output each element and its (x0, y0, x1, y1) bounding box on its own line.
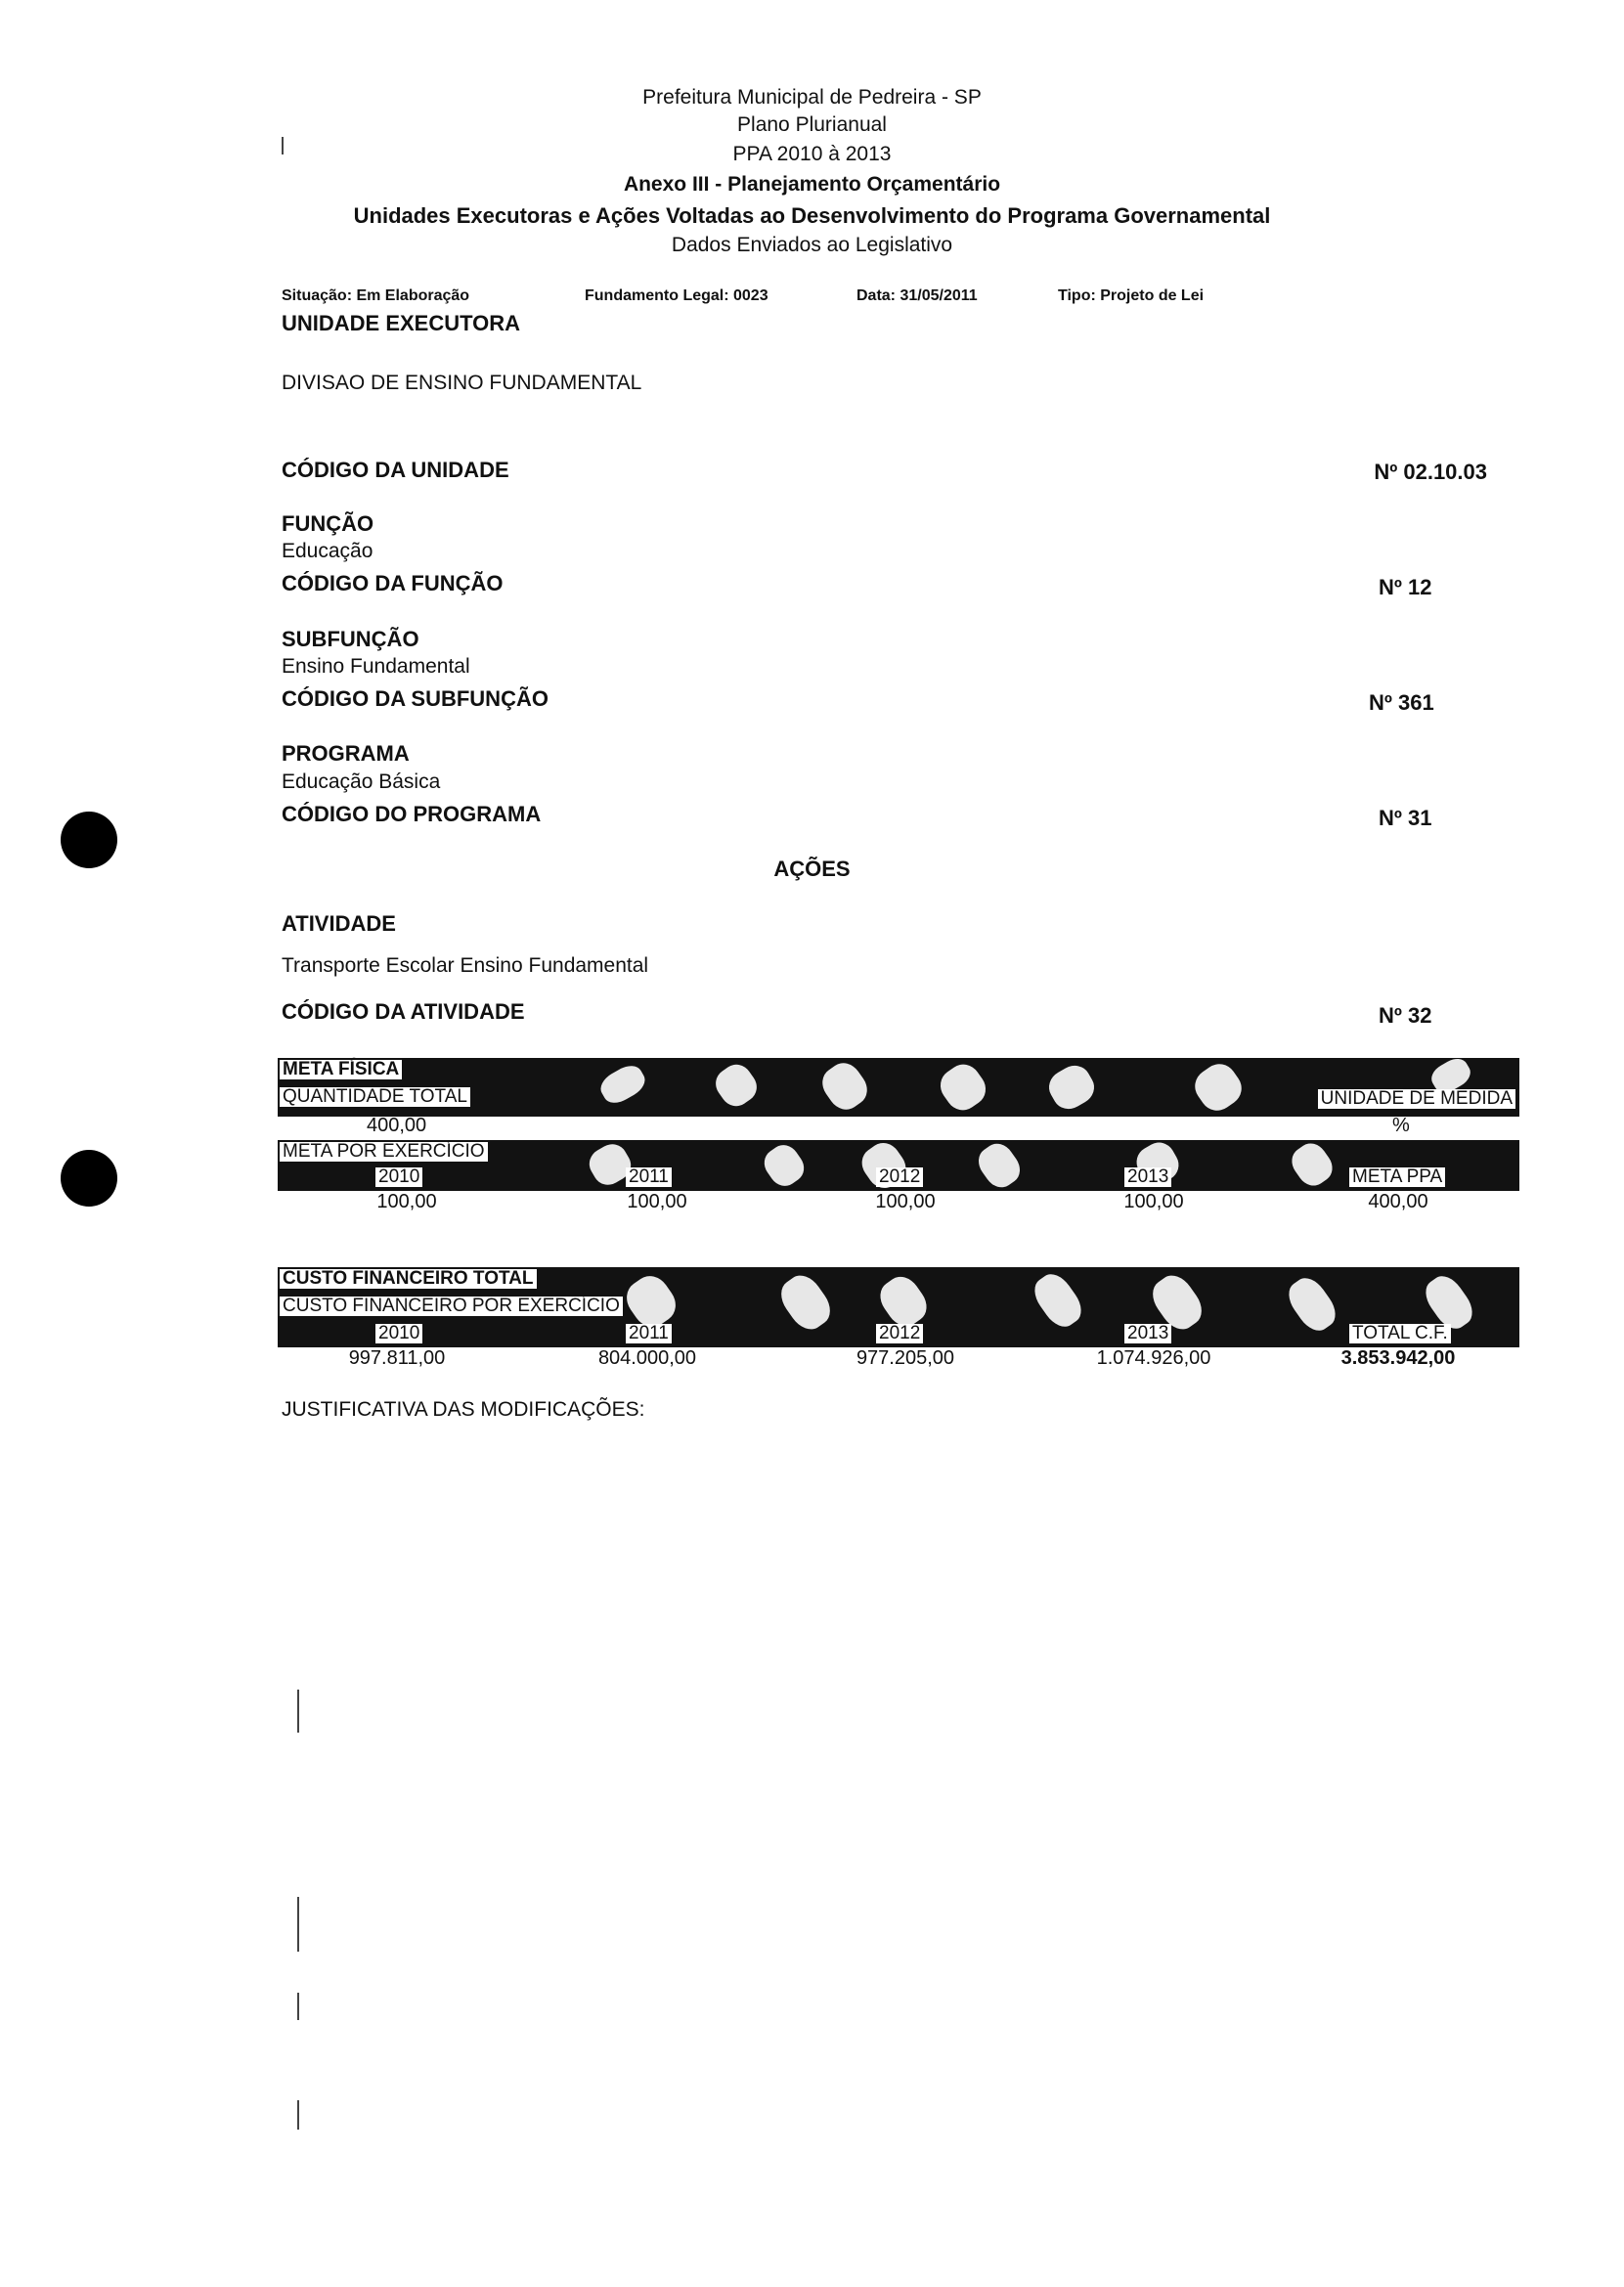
quantidade-total-label: QUANTIDADE TOTAL (280, 1087, 470, 1107)
scan-mark (297, 1993, 299, 2020)
custo-year-2012: 2012 (876, 1324, 923, 1343)
subfuncao-code-label: CÓDIGO DA SUBFUNÇÃO (282, 686, 549, 711)
custo-value-2012: 977.205,00 (856, 1347, 955, 1369)
meta-situacao: Situação: Em Elaboração (282, 287, 470, 304)
meta-ppa-label: META PPA (1349, 1167, 1445, 1187)
atividade-name: Transporte Escolar Ensino Fundamental (282, 954, 649, 977)
quantidade-total-value: 400,00 (367, 1115, 427, 1136)
meta-tipo: Tipo: Projeto de Lei (1058, 287, 1205, 304)
meta-data: Data: 31/05/2011 (856, 287, 978, 304)
custo-total-value: 3.853.942,00 (1340, 1347, 1456, 1369)
funcao-code-label: CÓDIGO DA FUNÇÃO (282, 571, 504, 595)
custo-year-2013: 2013 (1124, 1324, 1171, 1343)
punch-hole-bottom (61, 1150, 117, 1207)
meta-fisica-bar (278, 1058, 1519, 1117)
meta-year-2012: 2012 (876, 1167, 923, 1187)
header-line-5: Unidades Executoras e Ações Voltadas ao Desenvolvimento do Programa Governamental (353, 203, 1271, 228)
header-line-1: Prefeitura Municipal de Pedreira - SP (642, 86, 982, 109)
meta-fisica-title: META FÍSICA (280, 1060, 402, 1079)
meta-value-2013: 100,00 (1123, 1191, 1184, 1212)
meta-ppa-value: 400,00 (1368, 1191, 1428, 1212)
programa-code-label: CÓDIGO DO PROGRAMA (282, 802, 542, 826)
acoes-heading: AÇÕES (773, 857, 851, 881)
programa-code: Nº 31 (1379, 806, 1432, 830)
meta-year-2011: 2011 (626, 1167, 672, 1187)
custo-total-label: TOTAL C.F. (1349, 1324, 1451, 1343)
meta-value-2010: 100,00 (376, 1191, 437, 1212)
funcao-name: Educação (282, 540, 373, 562)
meta-fundamento: Fundamento Legal: 0023 (585, 287, 768, 304)
custo-title: CUSTO FINANCEIRO TOTAL (280, 1269, 537, 1289)
meta-exercicio-bar (278, 1140, 1519, 1191)
custo-subtitle: CUSTO FINANCEIRO POR EXERCÍCIO (280, 1297, 623, 1316)
custo-bar (278, 1267, 1519, 1347)
meta-exercicio-title: META POR EXERCÍCIO (280, 1142, 488, 1162)
programa-heading: PROGRAMA (282, 741, 410, 766)
funcao-code: Nº 12 (1379, 575, 1432, 599)
custo-value-2013: 1.074.926,00 (1096, 1347, 1211, 1369)
meta-value-2011: 100,00 (627, 1191, 687, 1212)
programa-name: Educação Básica (282, 770, 441, 793)
custo-value-2011: 804.000,00 (597, 1347, 697, 1369)
unidade-medida-label: UNIDADE DE MEDIDA (1318, 1089, 1515, 1109)
custo-year-2011: 2011 (626, 1324, 672, 1343)
subfuncao-code: Nº 361 (1369, 690, 1434, 715)
atividade-heading: ATIVIDADE (282, 911, 396, 936)
header-line-2: Plano Plurianual (737, 113, 887, 136)
header-line-3: PPA 2010 à 2013 (732, 143, 892, 165)
atividade-code: Nº 32 (1379, 1003, 1432, 1028)
meta-value-2012: 100,00 (875, 1191, 936, 1212)
unidade-name: DIVISAO DE ENSINO FUNDAMENTAL (282, 372, 642, 394)
header-line-4: Anexo III - Planejamento Orçamentário (623, 173, 1001, 196)
meta-year-2010: 2010 (375, 1167, 422, 1187)
atividade-code-label: CÓDIGO DA ATIVIDADE (282, 999, 525, 1024)
custo-year-2010: 2010 (375, 1324, 422, 1343)
scan-mark (297, 2100, 299, 2130)
scan-mark (297, 1690, 299, 1733)
scan-mark (297, 1897, 299, 1952)
unidade-code: Nº 02.10.03 (1374, 460, 1487, 484)
funcao-heading: FUNÇÃO (282, 511, 374, 536)
subfuncao-name: Ensino Fundamental (282, 655, 470, 678)
unidade-heading: UNIDADE EXECUTORA (282, 311, 521, 335)
custo-value-2010: 997.811,00 (348, 1347, 446, 1369)
unidade-medida-value: % (1392, 1115, 1410, 1136)
meta-year-2013: 2013 (1124, 1167, 1171, 1187)
subfuncao-heading: SUBFUNÇÃO (282, 627, 419, 651)
justificativa-label: JUSTIFICATIVA DAS MODIFICAÇÕES: (282, 1398, 645, 1421)
header-line-6: Dados Enviados ao Legislativo (671, 234, 953, 256)
unidade-code-label: CÓDIGO DA UNIDADE (282, 458, 509, 482)
